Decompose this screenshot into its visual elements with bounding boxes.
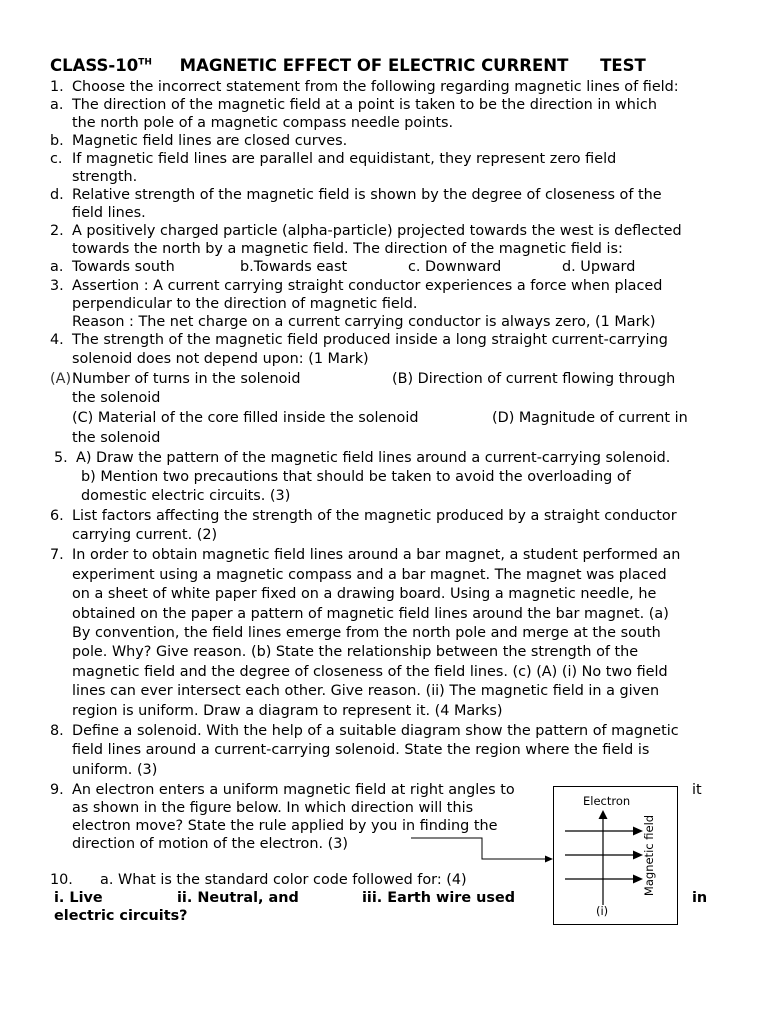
figure-caption: (i) (596, 904, 609, 918)
magnetic-field-label: Magnetic field (642, 814, 657, 897)
q4-option-a-label: (A) (50, 371, 72, 387)
q1-option-a-label: a. (50, 97, 64, 113)
q1-option-d-line1: Relative strength of the magnetic field is shown by the degree of closeness of the (72, 187, 662, 203)
q4-option-c: (C) Material of the core filled inside the solenoid (72, 410, 419, 426)
subject-title: MAGNETIC EFFECT OF ELECTRIC CURRENT (179, 56, 569, 75)
q2-option-label: a. (50, 259, 64, 275)
q3-number: 3. (50, 278, 64, 294)
page-title (50, 57, 646, 75)
q9-line1-end: it (692, 782, 702, 798)
q10-number: 10. (50, 872, 73, 888)
q6-line2: carrying current. (2) (72, 527, 218, 543)
magnetic-field-figure (553, 786, 678, 925)
test-label: TEST (600, 56, 646, 75)
class-superscript: TH (138, 57, 152, 68)
class-label: CLASS-10 (50, 56, 139, 75)
q7-line3: on a sheet of white paper fixed on a drawing board. Using a magnetic needle, he (72, 586, 657, 602)
q5-number: 5. (54, 450, 68, 466)
q3-line3: Reason : The net charge on a current carrying conductor is always zero, (1 Mark) (72, 314, 656, 330)
q6-line1: List factors affecting the strength of the magnetic produced by a straight conductor (72, 508, 677, 524)
q7-number: 7. (50, 547, 64, 563)
q6-number: 6. (50, 508, 64, 524)
q2-line1: A positively charged particle (alpha-particle) projected towards the west is deflected (72, 223, 682, 239)
q1-option-a-line2: the north pole of a magnetic compass needle points. (72, 115, 454, 131)
q10-option-i: i. Live (54, 890, 103, 906)
q4-option-a: Number of turns in the solenoid (72, 371, 301, 387)
q4-line1: The strength of the magnetic field produced inside a long straight current-carrying (72, 332, 668, 348)
q10-line3: electric circuits? (54, 908, 188, 924)
q1-stem: Choose the incorrect statement from the following regarding magnetic lines of field: (72, 79, 679, 95)
q10-option-ii: ii. Neutral, and (177, 890, 299, 906)
electron-label: Electron (583, 794, 631, 808)
q8-number: 8. (50, 723, 64, 739)
q1-number: 1. (50, 79, 64, 95)
q1-option-b-label: b. (50, 133, 64, 149)
q10-option-end: in (692, 890, 708, 906)
q4-option-d: (D) Magnitude of current in (492, 410, 688, 426)
q1-option-c-line2: strength. (72, 169, 138, 185)
q2-line2: towards the north by a magnetic field. The direction of the magnetic field is: (72, 241, 623, 257)
q9-line3: electron move? State the rule applied by you in finding the (72, 818, 498, 834)
q7-line5: By convention, the field lines emerge from the north pole and merge at the south (72, 625, 661, 641)
q4-option-d-cont: the solenoid (72, 430, 161, 446)
q5-line3: domestic electric circuits. (3) (81, 488, 291, 504)
q1-option-d-label: d. (50, 187, 64, 203)
q9-line4: direction of motion of the electron. (3) (72, 836, 349, 852)
q4-number: 4. (50, 332, 64, 348)
pointer-arrowhead (545, 856, 553, 863)
q1-option-c-line1: If magnetic field lines are parallel and equidistant, they represent zero field (72, 151, 617, 167)
q7-line9: region is uniform. Draw a diagram to represent it. (4 Marks) (72, 703, 503, 719)
q2-option-a: Towards south (72, 259, 175, 275)
q2-option-d: d. Upward (562, 259, 636, 275)
q2-number: 2. (50, 223, 64, 239)
q4-option-b-cont: the solenoid (72, 390, 161, 406)
q3-line1: Assertion : A current carrying straight conductor experiences a force when placed (72, 278, 663, 294)
q7-line6: pole. Why? Give reason. (b) State the relationship between the strength of the (72, 644, 639, 660)
q5-line1: A) Draw the pattern of the magnetic field lines around a current-carrying solenoid. (76, 450, 671, 466)
q4-line2: solenoid does not depend upon: (1 Mark) (72, 351, 369, 367)
q2-option-c: c. Downward (408, 259, 502, 275)
q10-line1: a. What is the standard color code followed for: (4) (100, 872, 467, 888)
q8-line3: uniform. (3) (72, 762, 158, 778)
electron-arrowhead (599, 810, 608, 819)
q8-line1: Define a solenoid. With the help of a suitable diagram show the pattern of magnetic (72, 723, 679, 739)
q1-option-a-line1: The direction of the magnetic field at a point is taken to be the direction in which (72, 97, 657, 113)
q1-option-d-line2: field lines. (72, 205, 146, 221)
q9-line2: as shown in the figure below. In which direction will this (72, 800, 474, 816)
q7-line7: magnetic field and the degree of closeness of the field lines. (c) (A) (i) No two field (72, 663, 668, 680)
q9-line1: An electron enters a uniform magnetic field at right angles to (72, 782, 515, 798)
q9-number: 9. (50, 782, 64, 798)
q1-option-c-label: c. (50, 151, 63, 167)
q2-option-b: b.Towards east (240, 259, 348, 275)
q10-option-iii: iii. Earth wire used (362, 890, 516, 906)
q4-option-b: (B) Direction of current flowing through (392, 371, 676, 387)
q8-line2: field lines around a current-carrying solenoid. State the region where the field is (72, 742, 650, 758)
q7-line8: lines can ever intersect each other. Give reason. (ii) The magnetic field in a given (72, 683, 660, 699)
q3-line2: perpendicular to the direction of magnetic field. (72, 296, 418, 312)
q1-option-b-line1: Magnetic field lines are closed curves. (72, 133, 348, 149)
q5-line2: b) Mention two precautions that should be taken to avoid the overloading of (81, 469, 631, 485)
q7-line2: experiment using a magnetic compass and a bar magnet. The magnet was placed (72, 566, 667, 583)
q7-line4: obtained on the paper a pattern of magnetic field lines around the bar magnet. (a) (72, 605, 669, 622)
q7-line1: In order to obtain magnetic field lines around a bar magnet, a student performed an (72, 547, 681, 563)
